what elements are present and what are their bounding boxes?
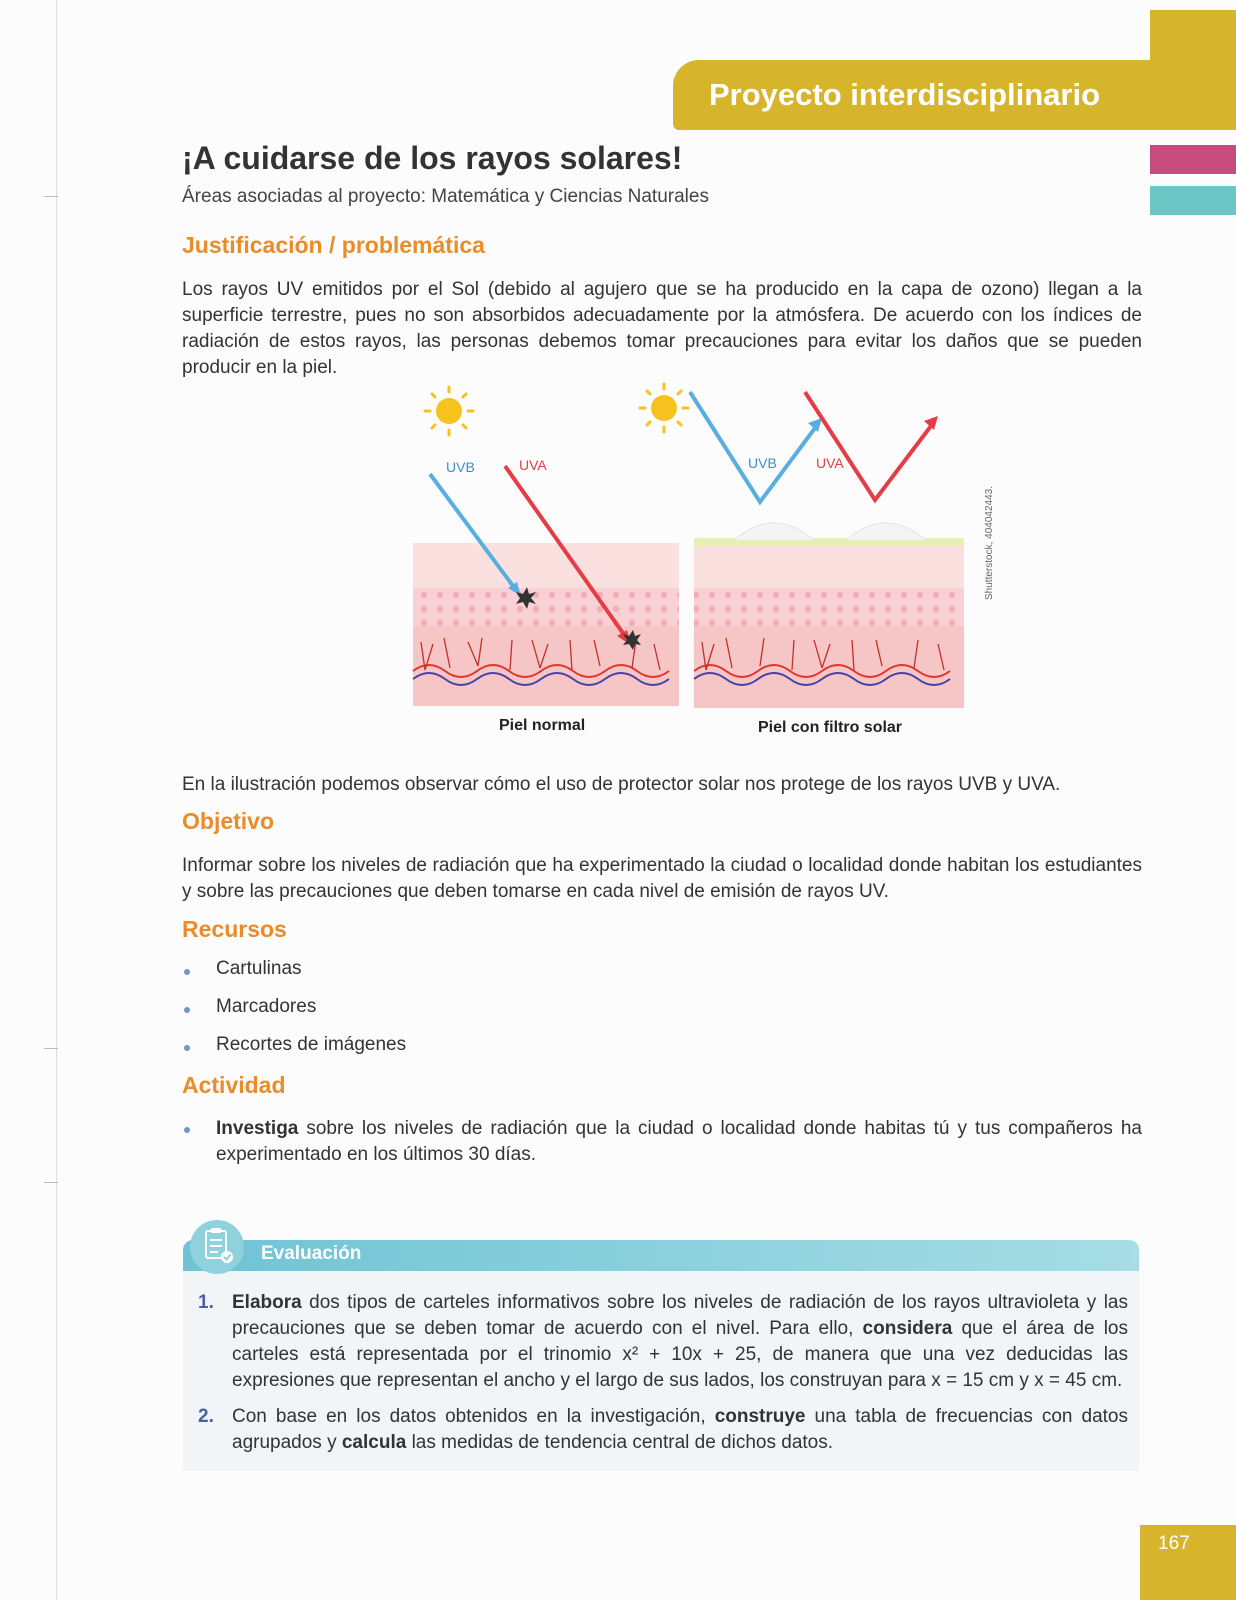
clipboard-icon	[190, 1220, 244, 1274]
margin-tick	[44, 1182, 58, 1183]
list-item	[198, 1404, 1128, 1456]
actividad-text: sobre los niveles de radiación que la ciudad o localidad donde habitas tú y tus compañeros ha experimentado en los últimos 30 días.	[216, 1118, 1142, 1165]
justificacion-heading: Justificación / problemática	[182, 232, 485, 258]
item-text: las medidas de tendencia central de dichos datos.	[406, 1432, 834, 1453]
list-item: Recortes de imágenes	[182, 1034, 406, 1072]
teal-stripe	[1150, 186, 1236, 215]
recursos-heading: Recursos	[182, 916, 287, 942]
bold-verb: construye	[714, 1406, 806, 1427]
item-number: 2.	[198, 1406, 214, 1427]
uva-reflected-ray	[805, 392, 934, 500]
bold-verb: calcula	[341, 1432, 407, 1453]
page-margin-line	[56, 0, 57, 1600]
margin-tick	[44, 196, 58, 197]
bold-verb: Elabora	[232, 1292, 302, 1313]
item-number: 1.	[198, 1292, 214, 1313]
actividad-list	[182, 1116, 1142, 1168]
pink-stripe	[1150, 145, 1236, 174]
item-text: Con base en los datos obtenidos en la investigación,	[232, 1406, 715, 1427]
caption-sunscreen-skin: Piel con filtro solar	[758, 719, 903, 736]
evaluation-list	[198, 1290, 1128, 1466]
right-uva-label: UVA	[816, 455, 844, 471]
left-uvb-label: UVB	[446, 459, 475, 475]
sun-icon	[425, 387, 473, 435]
section-banner: Proyecto interdisciplinario	[673, 60, 1236, 130]
image-credit: Shutterstock, 404042443.	[984, 486, 995, 600]
left-uva-label: UVA	[519, 457, 547, 473]
right-uvb-label: UVB	[748, 455, 777, 471]
bold-verb: considera	[862, 1318, 953, 1339]
bold-verb: Investiga	[216, 1118, 299, 1139]
recursos-list	[182, 958, 406, 1072]
list-item	[198, 1290, 1128, 1394]
sun-icon	[640, 384, 688, 432]
list-item	[182, 1116, 1142, 1168]
skin-diagram	[400, 378, 1020, 738]
figure-note: En la ilustración podemos observar cómo el uso de protector solar nos protege de los rayos UVB y UVA.	[182, 774, 1061, 795]
page-number: 167	[1140, 1525, 1236, 1600]
list-item: Marcadores	[182, 996, 406, 1034]
uvb-reflected-ray	[690, 392, 818, 502]
actividad-heading: Actividad	[182, 1072, 286, 1098]
item-text: dos tipos de carteles informativos sobre los niveles de radiación de los rayos ultravioleta y las precauciones que se deben tomar de acuerdo con el nivel. Para ello,	[232, 1292, 1128, 1339]
justificacion-text: Los rayos UV emitidos por el Sol (debido al agujero que se ha producido en la capa de ozono) llegan a la superficie terrestre, pues no son absorbidos adecuadamente por la atmósfera. De acuerdo con los índices de radiación de estos rayos, las personas debemos tomar precauciones para evitar los daños que se pueden producir en la piel.	[182, 279, 1142, 378]
objetivo-heading: Objetivo	[182, 808, 275, 834]
list-item: Cartulinas	[182, 958, 406, 996]
page-subtitle: Áreas asociadas al proyecto: Matemática y Ciencias Naturales	[182, 186, 709, 207]
protected-skin-cross-section	[694, 523, 964, 708]
objetivo-text: Informar sobre los niveles de radiación que ha experimentado la ciudad o localidad donde habitan los estudiantes y sobre las precauciones que deben tomarse en cada nivel de emisión de rayos UV.	[182, 855, 1142, 902]
item-text: que el área de los carteles está representada por el trinomio x² + 10x + 25, de manera que una vez deducidas las expresiones que representan el ancho y el largo de sus lados, los construyan para x = 15 cm y x = 45 cm.	[232, 1318, 1128, 1391]
normal-skin-cross-section	[413, 543, 679, 706]
evaluation-label: Evaluación	[261, 1243, 362, 1264]
margin-tick	[44, 1048, 58, 1049]
page-title: ¡A cuidarse de los rayos solares!	[182, 140, 683, 176]
item-text: una tabla de frecuencias con datos agrupados y	[232, 1406, 1128, 1453]
uv-skin-illustration	[400, 378, 1020, 738]
caption-normal-skin: Piel normal	[499, 717, 586, 734]
